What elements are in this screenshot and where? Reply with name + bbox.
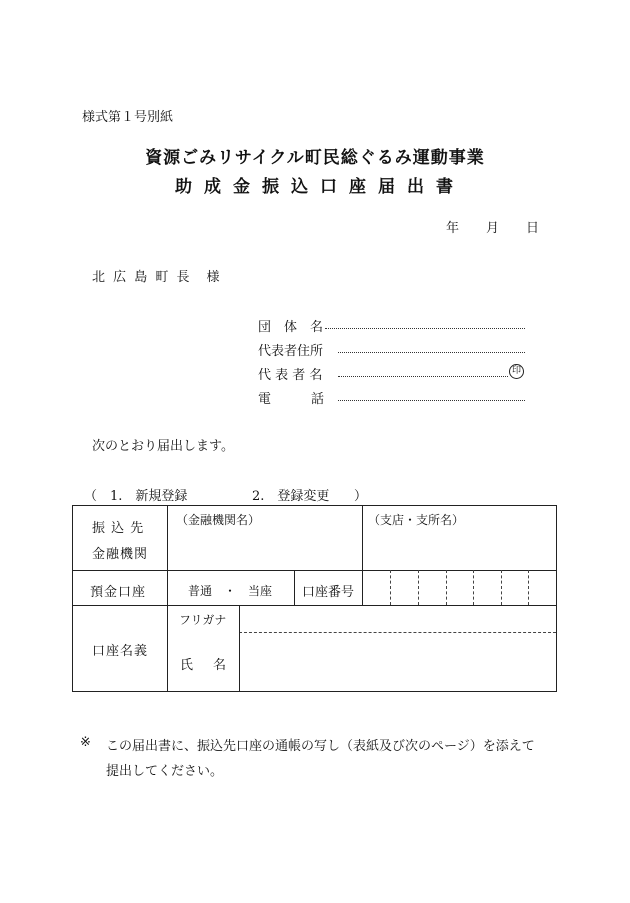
rep-address-label: 代表者住所	[258, 344, 324, 359]
name-label	[180, 654, 226, 673]
account-digit-divider	[473, 570, 474, 605]
phone-field[interactable]	[338, 400, 525, 401]
table-top-border	[72, 505, 557, 506]
deposit-label: 預金口座	[90, 585, 147, 600]
group-name-field[interactable]	[325, 328, 525, 329]
branch-name-field[interactable]	[368, 518, 550, 566]
note-line-2: 提出してください。	[106, 764, 224, 779]
note-mark: ※	[80, 735, 91, 750]
bank-label-line1: 振 込 先	[92, 521, 145, 536]
holder-name-field[interactable]	[244, 636, 552, 688]
rep-address-field[interactable]	[338, 352, 525, 353]
holder-sub-divider	[239, 605, 240, 691]
close-paren: ）	[354, 489, 368, 504]
date-month: 月	[486, 221, 500, 236]
row-divider-1	[72, 570, 557, 571]
phone-char-1: 電	[258, 392, 272, 407]
rep-name-field[interactable]	[338, 376, 508, 377]
addressee: 北 広 島 町 長 様	[92, 270, 222, 285]
intro-text: 次のとおり届出します。	[92, 439, 234, 454]
deposit-type-options[interactable]: 普通 ・ 当座	[188, 584, 273, 598]
date-year: 年	[446, 221, 460, 236]
name-char-1: 氏	[180, 658, 194, 673]
bank-label-line2: 金融機関	[92, 547, 149, 562]
account-holder-label: 口座名義	[92, 644, 149, 659]
form-subtitle: 助成金振込口座届出書	[175, 177, 465, 197]
option-new-registration[interactable]: 1. 新規登録	[110, 489, 188, 504]
open-paren: （	[84, 489, 98, 504]
note-line-1: この届出書に、振込先口座の通帳の写し（表紙及び次のページ）を添えて	[106, 739, 535, 754]
branch-column-divider	[362, 505, 363, 605]
bank-name-hint: （金融機関名）	[176, 513, 261, 527]
date-day: 日	[526, 221, 540, 236]
account-digit-divider	[446, 570, 447, 605]
deposit-type-divider	[294, 570, 295, 605]
bank-name-field[interactable]	[175, 518, 357, 566]
row-divider-2	[72, 605, 557, 606]
form-number: 様式第１号別紙	[82, 110, 174, 125]
label-column-divider	[167, 505, 168, 692]
seal-mark: 印	[509, 364, 524, 379]
rep-name-label: 代 表 者 名	[258, 368, 323, 383]
account-digit-divider	[528, 570, 529, 605]
name-char-2: 名	[212, 658, 226, 673]
account-digit-divider	[501, 570, 502, 605]
furigana-field[interactable]	[244, 608, 552, 630]
phone-char-2: 話	[310, 392, 324, 407]
phone-label	[258, 388, 324, 407]
table-left-border	[72, 505, 73, 692]
account-digit-divider	[390, 570, 391, 605]
account-number-label: 口座番号	[302, 585, 355, 600]
furigana-divider	[239, 632, 556, 633]
account-digit-divider	[418, 570, 419, 605]
branch-name-hint: （支店・支所名）	[368, 513, 465, 527]
table-bottom-border	[72, 691, 557, 692]
table-right-border	[556, 505, 557, 692]
group-name-label: 団 体 名	[258, 320, 324, 335]
furigana-label: フリガナ	[179, 613, 227, 627]
option-change-registration[interactable]: 2. 登録変更	[252, 489, 330, 504]
form-title: 資源ごみリサイクル町民総ぐるみ運動事業	[145, 148, 485, 168]
